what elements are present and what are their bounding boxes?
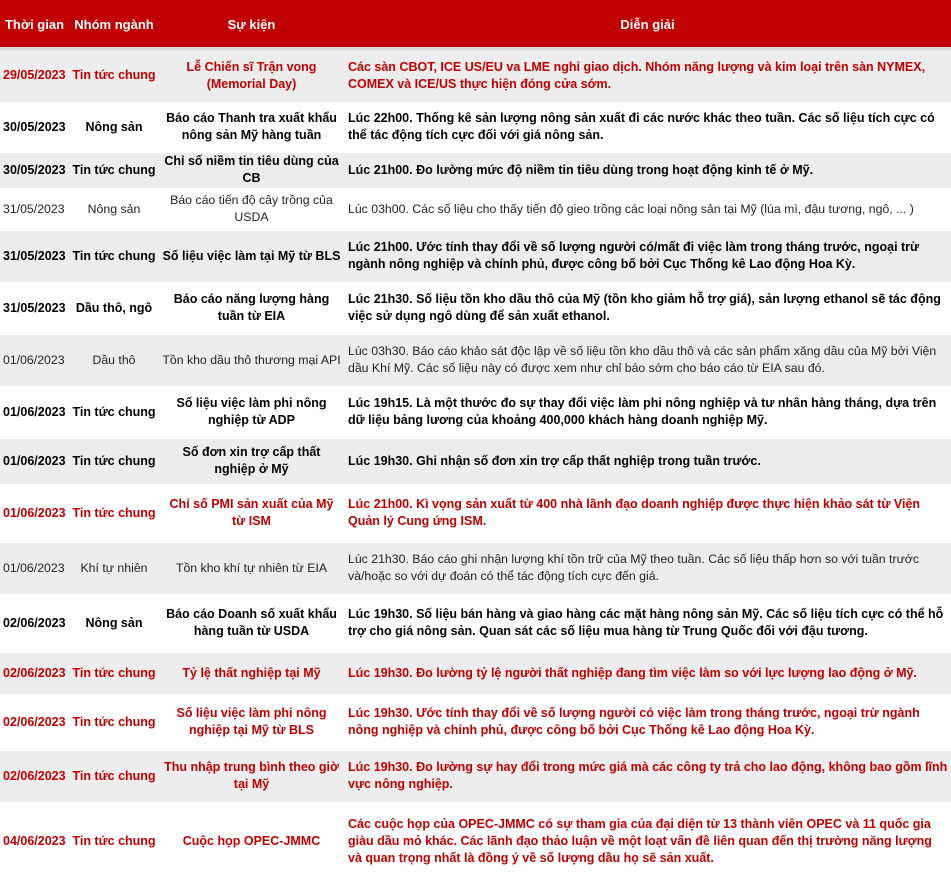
- row-time: 01/06/2023: [0, 437, 69, 485]
- table-row: [0, 595, 951, 651]
- row-group: Dầu thô, ngô: [69, 283, 159, 333]
- row-time: 04/06/2023: [0, 803, 69, 879]
- row-time: 02/06/2023: [0, 595, 69, 651]
- table-row: [0, 189, 951, 229]
- row-description: Lúc 21h00. Ước tính thay đổi về số lượng người có/mất đi việc làm trong tháng trước, ngoại trừ ngành nông nghiệp và chính phủ, được công bố bởi Cục Thống kê Lao động Hoa Kỳ.: [344, 229, 951, 283]
- table-row: [0, 541, 951, 595]
- header-description: Diễn giải: [344, 0, 951, 48]
- row-description: Các sàn CBOT, ICE US/EU va LME nghỉ giao dịch. Nhóm năng lượng và kim loại trên sàn NYMEX, COMEX và ICE/US thực hiện đóng cửa sớm.: [344, 48, 951, 103]
- row-description: Lúc 21h30. Số liệu tồn kho dầu thô của Mỹ (tồn kho giảm hỗ trợ giá), sản lượng ethanol sẽ tác động việc sử dụng ngô dùng để sản xuất ethanol.: [344, 283, 951, 333]
- table-row: [0, 485, 951, 541]
- row-time: 31/05/2023: [0, 229, 69, 283]
- table-row: [0, 749, 951, 803]
- row-group: Nông sản: [69, 595, 159, 651]
- row-description: Lúc 19h30. Ước tính thay đổi về số lượng người có việc làm trong tháng trước, ngoại trừ ngành nông nghiệp và chính phủ, được công bố bởi Cục Thống kê Lao động Hoa Kỳ.: [344, 695, 951, 749]
- row-group: Tin tức chung: [69, 803, 159, 879]
- row-description: Các cuộc họp của OPEC-JMMC có sự tham gia của đại diện từ 13 thành viên OPEC và 11 quốc gia giàu dầu mỏ khác. Các lãnh đạo thảo luận về một loạt vấn đề liên quan đến thị trường năng lượng và quan trọng nhất là đồng ý về số lượng dầu họ sẽ sản xuất.: [344, 803, 951, 879]
- table-body: [0, 48, 951, 879]
- row-event: Số đơn xin trợ cấp thất nghiệp ở Mỹ: [159, 437, 344, 485]
- row-description: Lúc 19h30. Đo lường tỷ lệ người thất nghiệp đang tìm việc làm so với lực lượng lao động ở Mỹ.: [344, 651, 951, 695]
- header-event: Sự kiện: [159, 0, 344, 48]
- row-time: 31/05/2023: [0, 283, 69, 333]
- table-row: [0, 283, 951, 333]
- row-description: Lúc 19h30. Số liệu bán hàng và giao hàng các mặt hàng nông sản Mỹ. Các số liệu tích cực có thể hỗ trợ cho giá nông sản. Quan sát các số liệu mua hàng từ Trung Quốc đối với đậu tương.: [344, 595, 951, 651]
- row-event: Tồn kho dầu thô thương mại API: [159, 333, 344, 387]
- table-row: [0, 803, 951, 879]
- row-group: Nông sản: [69, 103, 159, 151]
- row-description: Lúc 21h30. Báo cáo ghi nhận lượng khí tồn trữ của Mỹ theo tuần. Các số liệu thấp hơn so với tuần trước và/hoặc so với dự đoán có thể tác động tích cực đến giá.: [344, 541, 951, 595]
- row-event: Báo cáo năng lượng hàng tuần từ EIA: [159, 283, 344, 333]
- row-description: Lúc 19h30. Ghi nhận số đơn xin trợ cấp thất nghiệp trong tuần trước.: [344, 437, 951, 485]
- row-event: Chỉ số niềm tin tiêu dùng của CB: [159, 151, 344, 189]
- row-time: 02/06/2023: [0, 749, 69, 803]
- table-row: [0, 103, 951, 151]
- table-row: [0, 48, 951, 103]
- header-time: Thời gian: [0, 0, 69, 48]
- table-header: [0, 0, 951, 48]
- row-group: Tin tức chung: [69, 485, 159, 541]
- table-row: [0, 229, 951, 283]
- row-group: Khí tự nhiên: [69, 541, 159, 595]
- table-row: [0, 151, 951, 189]
- row-time: 02/06/2023: [0, 695, 69, 749]
- row-time: 01/06/2023: [0, 387, 69, 437]
- row-group: Tin tức chung: [69, 387, 159, 437]
- row-event: Tỷ lệ thất nghiệp tại Mỹ: [159, 651, 344, 695]
- row-description: Lúc 03h30. Báo cáo khảo sát độc lập về số liệu tồn kho dầu thô và các sản phẩm xăng dầu của Mỹ bởi Viện dầu Khí Mỹ. Các số liệu này có được xem như chỉ báo sớm cho báo cáo từ EIA sau đó.: [344, 333, 951, 387]
- row-time: 30/05/2023: [0, 151, 69, 189]
- row-event: Tồn kho khí tự nhiên từ EIA: [159, 541, 344, 595]
- row-group: Tin tức chung: [69, 437, 159, 485]
- table-row: [0, 437, 951, 485]
- row-group: Dầu thô: [69, 333, 159, 387]
- row-event: Số liệu việc làm phi nông nghiệp tại Mỹ từ BLS: [159, 695, 344, 749]
- row-time: 01/06/2023: [0, 541, 69, 595]
- header-group: Nhóm ngành: [69, 0, 159, 48]
- row-time: 02/06/2023: [0, 651, 69, 695]
- row-time: 01/06/2023: [0, 333, 69, 387]
- row-time: 29/05/2023: [0, 48, 69, 103]
- row-group: Nông sản: [69, 189, 159, 229]
- row-group: Tin tức chung: [69, 695, 159, 749]
- row-time: 31/05/2023: [0, 189, 69, 229]
- row-group: Tin tức chung: [69, 48, 159, 103]
- row-event: Chỉ số PMI sản xuất của Mỹ từ ISM: [159, 485, 344, 541]
- row-event: Thu nhập trung bình theo giờ tại Mỹ: [159, 749, 344, 803]
- table-row: [0, 651, 951, 695]
- row-description: Lúc 21h00. Đo lường mức độ niềm tin tiêu dùng trong hoạt động kinh tế ở Mỹ.: [344, 151, 951, 189]
- row-group: Tin tức chung: [69, 229, 159, 283]
- row-event: Cuộc họp OPEC-JMMC: [159, 803, 344, 879]
- row-description: Lúc 21h00. Kì vọng sản xuất từ 400 nhà lãnh đạo doanh nghiệp được thực hiện khảo sát từ Viện Quản lý Cung ứng ISM.: [344, 485, 951, 541]
- row-time: 01/06/2023: [0, 485, 69, 541]
- row-event: Số liệu việc làm tại Mỹ từ BLS: [159, 229, 344, 283]
- row-event: Lễ Chiến sĩ Trận vong (Memorial Day): [159, 48, 344, 103]
- row-description: Lúc 19h15. Là một thước đo sự thay đổi việc làm phi nông nghiệp và tư nhân hàng tháng, dựa trên dữ liệu bảng lương của khoảng 400,000 khách hàng doanh nghiệp Mỹ.: [344, 387, 951, 437]
- row-group: Tin tức chung: [69, 151, 159, 189]
- row-event: Báo cáo tiến độ cây trồng của USDA: [159, 189, 344, 229]
- table-row: [0, 387, 951, 437]
- row-event: Số liệu việc làm phi nông nghiệp từ ADP: [159, 387, 344, 437]
- row-event: Báo cáo Thanh tra xuất khẩu nông sản Mỹ hàng tuần: [159, 103, 344, 151]
- row-description: Lúc 19h30. Đo lường sự hay đổi trong mức giá mà các công ty trả cho lao động, không bao gồm lĩnh vực nông nghiệp.: [344, 749, 951, 803]
- row-description: Lúc 03h00. Các số liệu cho thấy tiến độ gieo trồng các loại nông sản tại Mỹ (lúa mì, đậu tương, ngô, ... ): [344, 189, 951, 229]
- row-group: Tin tức chung: [69, 749, 159, 803]
- row-time: 30/05/2023: [0, 103, 69, 151]
- row-event: Báo cáo Doanh số xuất khẩu hàng tuần từ USDA: [159, 595, 344, 651]
- row-group: Tin tức chung: [69, 651, 159, 695]
- table-row: [0, 695, 951, 749]
- table-row: [0, 333, 951, 387]
- row-description: Lúc 22h00. Thống kê sản lượng nông sản xuất đi các nước khác theo tuần. Các số liệu tích cực có thể tác động tích cực đối với giá nông sản.: [344, 103, 951, 151]
